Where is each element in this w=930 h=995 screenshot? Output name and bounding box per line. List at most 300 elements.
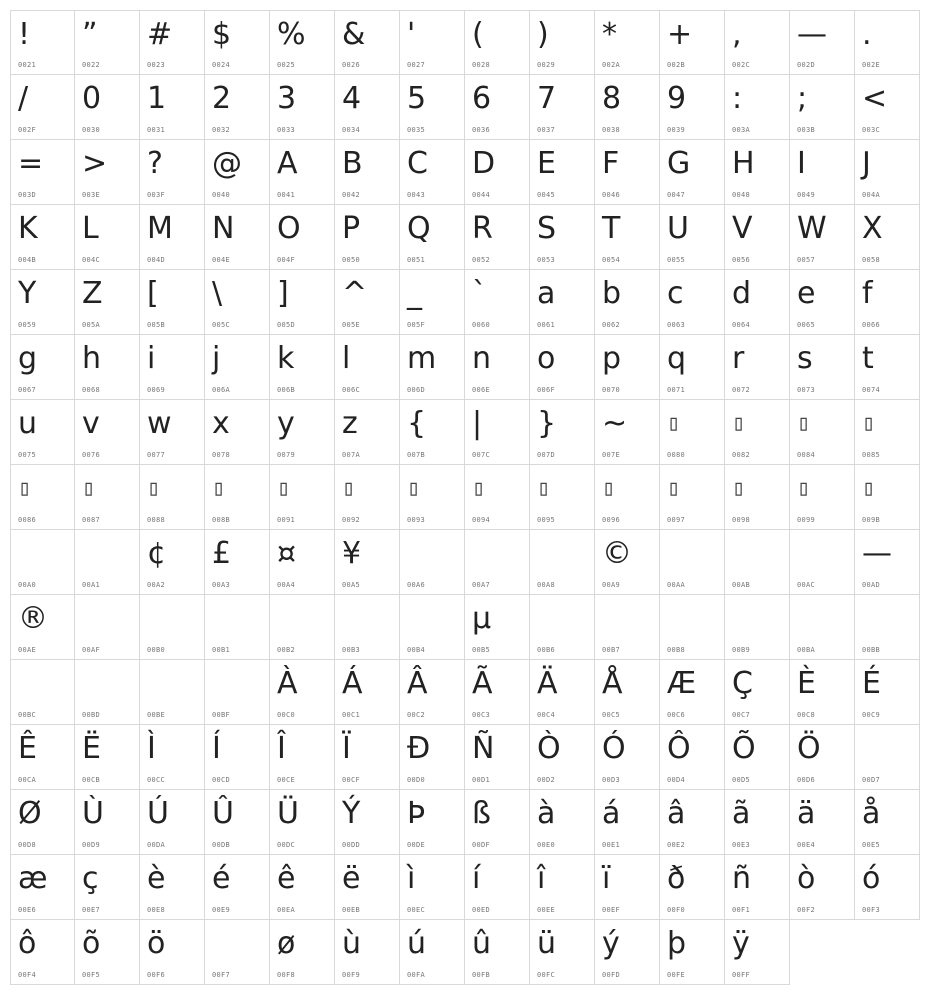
glyph-sample: e [797,276,816,311]
glyph-cell[interactable] [790,335,855,400]
glyph-cell[interactable] [205,790,270,855]
glyph-sample: ë [342,861,361,896]
glyph-sample: ¥ [342,536,362,571]
glyph-cell[interactable] [725,465,790,530]
glyph-cell[interactable] [205,140,270,205]
glyph-cell[interactable] [530,465,595,530]
glyph-cell[interactable] [270,465,335,530]
glyph-cell[interactable] [790,725,855,790]
glyph-cell[interactable] [855,595,920,660]
glyph-codepoint: 004C [82,256,101,264]
glyph-codepoint: 0028 [472,61,491,69]
glyph-cell[interactable] [530,920,595,985]
glyph-cell[interactable] [530,530,595,595]
glyph-cell[interactable] [465,75,530,140]
glyph-sample: 7 [537,81,557,116]
glyph-sample: M [147,211,173,246]
glyph-cell[interactable] [855,400,920,465]
glyph-cell[interactable] [335,920,400,985]
glyph-codepoint: 00D0 [407,776,426,784]
glyph-cell[interactable] [10,790,75,855]
glyph-codepoint: 0078 [212,451,231,459]
glyph-cell[interactable] [855,530,920,595]
glyph-cell[interactable] [530,270,595,335]
glyph-sample: X [862,211,883,246]
glyph-codepoint: 007A [342,451,361,459]
glyph-sample: > [82,146,108,181]
glyph-cell[interactable] [660,75,725,140]
glyph-cell[interactable] [595,530,660,595]
glyph-cell[interactable] [725,75,790,140]
glyph-cell[interactable] [140,595,205,660]
glyph-cell[interactable] [10,920,75,985]
glyph-cell[interactable] [465,335,530,400]
glyph-cell[interactable] [660,790,725,855]
glyph-cell[interactable] [335,855,400,920]
glyph-cell[interactable] [10,660,75,725]
glyph-cell[interactable] [660,270,725,335]
character-map-grid [10,10,920,985]
glyph-cell[interactable] [465,595,530,660]
glyph-cell[interactable] [660,530,725,595]
glyph-cell[interactable] [140,855,205,920]
glyph-cell[interactable] [335,465,400,530]
glyph-cell[interactable] [790,140,855,205]
glyph-codepoint: 0074 [862,386,881,394]
glyph-cell[interactable] [10,465,75,530]
glyph-cell[interactable] [595,725,660,790]
glyph-cell[interactable] [725,530,790,595]
glyph-cell[interactable] [725,270,790,335]
missing-glyph-box: ▯ [407,476,421,501]
glyph-cell[interactable] [400,270,465,335]
glyph-cell[interactable] [595,140,660,205]
glyph-codepoint: 00DC [277,841,296,849]
glyph-cell[interactable] [335,595,400,660]
glyph-cell[interactable] [10,725,75,790]
glyph-codepoint: 00EF [602,906,621,914]
glyph-cell[interactable] [205,595,270,660]
glyph-cell[interactable] [530,10,595,75]
glyph-cell[interactable] [205,400,270,465]
glyph-cell[interactable] [660,465,725,530]
glyph-cell[interactable] [465,920,530,985]
glyph-cell[interactable] [205,920,270,985]
glyph-codepoint: 0086 [18,516,37,524]
glyph-cell[interactable] [465,790,530,855]
glyph-cell[interactable] [790,465,855,530]
glyph-cell[interactable] [270,335,335,400]
glyph-cell[interactable] [530,75,595,140]
glyph-sample: ì [407,861,416,896]
glyph-cell[interactable] [10,530,75,595]
glyph-cell[interactable] [530,660,595,725]
glyph-cell[interactable] [205,75,270,140]
glyph-cell[interactable] [140,920,205,985]
glyph-cell[interactable] [530,400,595,465]
glyph-cell[interactable] [10,10,75,75]
glyph-sample: ” [82,17,98,52]
glyph-cell[interactable] [400,75,465,140]
glyph-codepoint: 00B8 [667,646,686,654]
glyph-codepoint: 00CB [82,776,101,784]
glyph-cell[interactable] [660,140,725,205]
glyph-cell[interactable] [725,920,790,985]
glyph-codepoint: 0069 [147,386,166,394]
glyph-cell[interactable] [335,10,400,75]
glyph-codepoint: 00E0 [537,841,556,849]
glyph-codepoint: 0071 [667,386,686,394]
glyph-codepoint: 00FF [732,971,751,979]
glyph-cell[interactable] [595,790,660,855]
glyph-codepoint: 00C0 [277,711,296,719]
glyph-cell[interactable] [660,335,725,400]
glyph-cell[interactable] [855,270,920,335]
glyph-cell[interactable] [725,400,790,465]
glyph-cell[interactable] [75,790,140,855]
glyph-cell[interactable] [465,140,530,205]
glyph-cell[interactable] [335,660,400,725]
glyph-cell[interactable] [140,465,205,530]
glyph-cell[interactable] [400,530,465,595]
glyph-cell[interactable] [855,790,920,855]
glyph-cell[interactable] [140,270,205,335]
glyph-cell[interactable] [595,465,660,530]
glyph-cell[interactable] [335,725,400,790]
glyph-cell[interactable] [530,595,595,660]
glyph-cell[interactable] [75,855,140,920]
glyph-codepoint: 00EE [537,906,556,914]
glyph-sample: m [407,341,437,376]
glyph-codepoint: 0076 [82,451,101,459]
glyph-cell[interactable] [140,530,205,595]
glyph-cell[interactable] [595,595,660,660]
glyph-cell[interactable] [465,400,530,465]
glyph-sample: # [147,17,173,52]
glyph-sample: í [472,861,481,896]
glyph-cell[interactable] [855,140,920,205]
glyph-cell[interactable] [660,205,725,270]
glyph-cell[interactable] [270,140,335,205]
glyph-cell[interactable] [790,75,855,140]
glyph-codepoint: 00D1 [472,776,491,784]
glyph-cell[interactable] [335,530,400,595]
glyph-codepoint: 00EC [407,906,426,914]
glyph-cell[interactable] [595,205,660,270]
glyph-cell[interactable] [725,660,790,725]
glyph-cell[interactable] [790,270,855,335]
glyph-cell[interactable] [530,335,595,400]
glyph-cell[interactable] [335,140,400,205]
glyph-cell[interactable] [400,725,465,790]
glyph-cell[interactable] [270,10,335,75]
glyph-sample: ç [82,861,99,896]
glyph-cell[interactable] [660,400,725,465]
glyph-cell[interactable] [140,790,205,855]
glyph-cell[interactable] [400,10,465,75]
glyph-codepoint: 00A8 [537,581,556,589]
glyph-cell[interactable] [270,725,335,790]
glyph-cell[interactable] [790,400,855,465]
glyph-cell[interactable] [400,920,465,985]
glyph-cell[interactable] [75,335,140,400]
glyph-cell[interactable] [10,855,75,920]
glyph-sample: Ü [277,796,299,831]
glyph-cell[interactable] [855,465,920,530]
missing-glyph-box: ▯ [212,476,226,501]
glyph-sample: Q [407,211,431,246]
glyph-cell[interactable] [335,205,400,270]
glyph-codepoint: 00EB [342,906,361,914]
glyph-cell[interactable] [790,205,855,270]
glyph-cell[interactable] [10,270,75,335]
glyph-codepoint: 00AF [82,646,101,654]
glyph-cell[interactable] [75,75,140,140]
glyph-codepoint: 00A1 [82,581,101,589]
glyph-cell[interactable] [725,725,790,790]
glyph-cell[interactable] [530,855,595,920]
glyph-codepoint: 007D [537,451,556,459]
glyph-cell[interactable] [725,595,790,660]
glyph-cell[interactable] [595,400,660,465]
glyph-sample: 9 [667,81,687,116]
glyph-cell[interactable] [205,855,270,920]
glyph-cell[interactable] [855,855,920,920]
glyph-cell[interactable] [790,790,855,855]
glyph-cell[interactable] [10,595,75,660]
glyph-sample: h [82,341,102,376]
glyph-cell[interactable] [465,10,530,75]
glyph-cell[interactable] [595,10,660,75]
glyph-cell[interactable] [270,660,335,725]
glyph-cell[interactable] [595,920,660,985]
glyph-cell[interactable] [660,595,725,660]
glyph-cell[interactable] [205,10,270,75]
glyph-cell[interactable] [790,855,855,920]
glyph-cell[interactable] [465,660,530,725]
glyph-cell[interactable] [335,75,400,140]
glyph-cell[interactable] [140,660,205,725]
glyph-cell[interactable] [270,270,335,335]
glyph-cell[interactable] [530,790,595,855]
glyph-cell[interactable] [465,855,530,920]
glyph-cell[interactable] [270,530,335,595]
glyph-cell[interactable] [595,660,660,725]
glyph-codepoint: 00B6 [537,646,556,654]
glyph-cell[interactable] [140,400,205,465]
glyph-cell[interactable] [335,270,400,335]
glyph-cell[interactable] [75,660,140,725]
glyph-sample: : [732,81,743,116]
glyph-cell[interactable] [400,595,465,660]
glyph-sample: s [797,341,813,376]
glyph-cell[interactable] [400,660,465,725]
glyph-cell[interactable] [725,855,790,920]
glyph-sample: Ñ [472,731,495,766]
glyph-cell[interactable] [75,270,140,335]
glyph-cell[interactable] [335,790,400,855]
glyph-codepoint: 0044 [472,191,491,199]
glyph-cell[interactable] [75,595,140,660]
glyph-cell[interactable] [75,465,140,530]
glyph-codepoint: 00DF [472,841,491,849]
glyph-cell[interactable] [75,725,140,790]
glyph-codepoint: 0067 [18,386,37,394]
glyph-sample: Ö [797,731,821,766]
glyph-cell[interactable] [10,335,75,400]
glyph-cell[interactable] [855,725,920,790]
glyph-cell[interactable] [595,855,660,920]
glyph-sample: Ò [537,731,561,766]
glyph-codepoint: 0087 [82,516,101,524]
glyph-cell[interactable] [270,205,335,270]
glyph-sample: ~ [602,406,628,441]
glyph-sample: ù [342,926,362,961]
glyph-codepoint: 003D [18,191,37,199]
glyph-cell[interactable] [270,790,335,855]
glyph-codepoint: 003A [732,126,751,134]
glyph-cell[interactable] [205,725,270,790]
glyph-cell[interactable] [335,335,400,400]
glyph-sample: { [407,406,427,441]
glyph-cell[interactable] [790,595,855,660]
glyph-cell[interactable] [725,790,790,855]
glyph-cell[interactable] [595,75,660,140]
glyph-cell[interactable] [10,205,75,270]
glyph-codepoint: 0080 [667,451,686,459]
glyph-cell[interactable] [205,465,270,530]
glyph-codepoint: 002E [862,61,881,69]
glyph-sample: F [602,146,620,181]
glyph-cell[interactable] [725,140,790,205]
glyph-codepoint: 00B2 [277,646,296,654]
glyph-cell[interactable] [530,205,595,270]
glyph-cell[interactable] [465,270,530,335]
glyph-sample: ô [18,926,37,961]
glyph-sample: } [537,406,557,441]
glyph-sample: Ä [537,666,558,701]
glyph-cell[interactable] [270,920,335,985]
glyph-cell[interactable] [400,400,465,465]
glyph-sample: ® [18,601,48,636]
glyph-cell[interactable] [465,205,530,270]
glyph-codepoint: 00F7 [212,971,231,979]
glyph-cell[interactable] [205,335,270,400]
glyph-cell[interactable] [140,335,205,400]
glyph-cell[interactable] [855,335,920,400]
glyph-sample: á [602,796,621,831]
glyph-cell[interactable] [660,920,725,985]
glyph-codepoint: 0061 [537,321,556,329]
glyph-cell[interactable] [270,75,335,140]
glyph-cell[interactable] [75,140,140,205]
glyph-cell[interactable] [10,140,75,205]
glyph-cell[interactable] [790,10,855,75]
glyph-codepoint: 0056 [732,256,751,264]
glyph-cell[interactable] [465,530,530,595]
glyph-cell[interactable] [140,205,205,270]
glyph-cell[interactable] [855,205,920,270]
glyph-cell[interactable] [75,400,140,465]
glyph-cell[interactable] [10,400,75,465]
glyph-cell[interactable] [400,205,465,270]
glyph-sample: 5 [407,81,427,116]
glyph-cell[interactable] [10,75,75,140]
glyph-cell[interactable] [790,660,855,725]
glyph-cell[interactable] [75,205,140,270]
glyph-codepoint: 00A4 [277,581,296,589]
glyph-cell[interactable] [465,465,530,530]
glyph-codepoint: 0054 [602,256,621,264]
glyph-sample: / [18,81,29,116]
glyph-cell[interactable] [660,725,725,790]
glyph-cell[interactable] [790,530,855,595]
glyph-sample: 2 [212,81,232,116]
glyph-cell[interactable] [205,530,270,595]
glyph-cell[interactable] [400,335,465,400]
glyph-cell[interactable] [270,855,335,920]
glyph-codepoint: 00C9 [862,711,881,719]
glyph-cell[interactable] [205,660,270,725]
glyph-cell[interactable] [465,725,530,790]
glyph-cell[interactable] [75,530,140,595]
glyph-codepoint: 005B [147,321,166,329]
glyph-codepoint: 00E5 [862,841,881,849]
glyph-cell[interactable] [725,205,790,270]
glyph-cell[interactable] [725,10,790,75]
glyph-cell[interactable] [205,270,270,335]
glyph-codepoint: 0070 [602,386,621,394]
glyph-cell[interactable] [140,10,205,75]
glyph-cell[interactable] [140,725,205,790]
glyph-sample: ß [472,796,491,831]
glyph-cell[interactable] [725,335,790,400]
glyph-cell[interactable] [660,10,725,75]
glyph-codepoint: 00C1 [342,711,361,719]
glyph-cell[interactable] [660,855,725,920]
glyph-codepoint: 00D6 [797,776,816,784]
glyph-cell[interactable] [855,660,920,725]
glyph-codepoint: 0068 [82,386,101,394]
glyph-cell[interactable] [75,920,140,985]
glyph-sample: o [537,341,556,376]
glyph-cell[interactable] [335,400,400,465]
glyph-cell[interactable] [855,10,920,75]
glyph-cell[interactable] [595,270,660,335]
glyph-cell[interactable] [205,205,270,270]
glyph-cell[interactable] [400,140,465,205]
glyph-sample: n [472,341,492,376]
glyph-cell[interactable] [530,140,595,205]
glyph-sample: E [537,146,556,181]
glyph-cell[interactable] [140,75,205,140]
glyph-cell[interactable] [270,400,335,465]
glyph-codepoint: 0091 [277,516,296,524]
glyph-cell[interactable] [140,140,205,205]
glyph-cell[interactable] [400,790,465,855]
glyph-cell[interactable] [270,595,335,660]
glyph-cell[interactable] [75,10,140,75]
glyph-sample: f [862,276,873,311]
glyph-sample: W [797,211,827,246]
glyph-cell[interactable] [400,855,465,920]
glyph-cell[interactable] [530,725,595,790]
glyph-cell[interactable] [595,335,660,400]
glyph-codepoint: 004D [147,256,166,264]
glyph-cell[interactable] [660,660,725,725]
glyph-cell[interactable] [855,75,920,140]
glyph-cell[interactable] [400,465,465,530]
